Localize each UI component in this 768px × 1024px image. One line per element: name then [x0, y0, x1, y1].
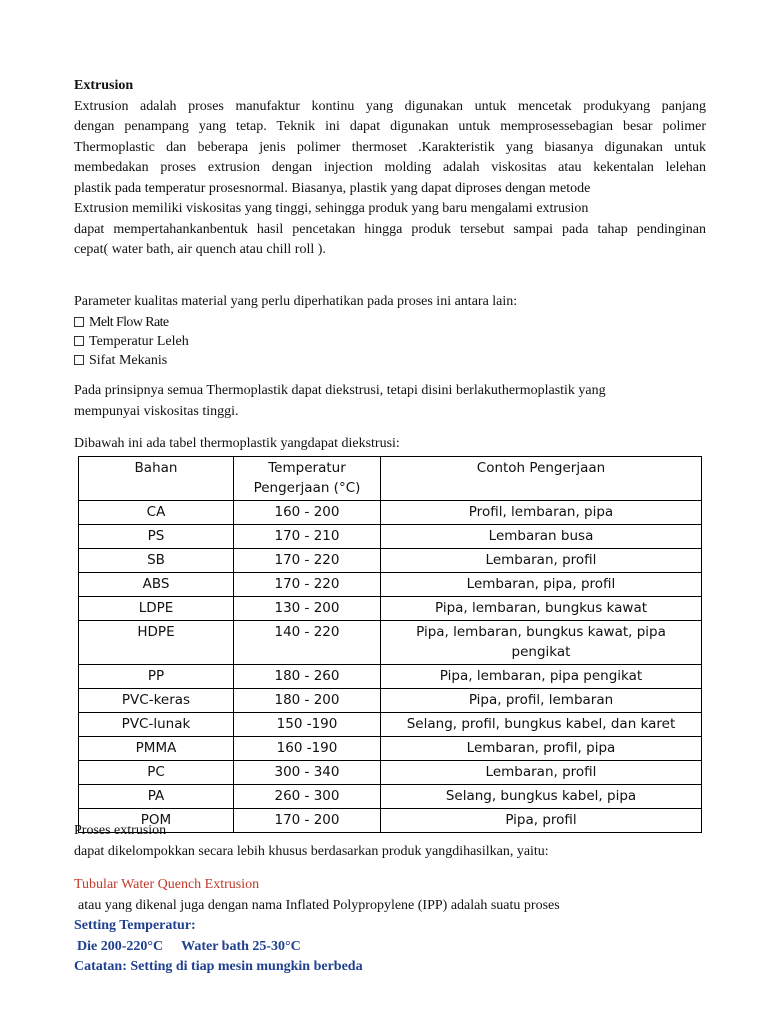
- table-intro: Dibawah ini ada tabel thermoplastik yangdapat diekstrusi:: [74, 436, 400, 451]
- cell-contoh: Selang, profil, bungkus kabel, dan karet: [381, 713, 702, 737]
- table-row: [79, 621, 702, 665]
- cell-temperatur: 260 - 300: [234, 785, 381, 809]
- process-section: [74, 821, 706, 862]
- setting-label: Setting Temperatur:: [74, 918, 196, 933]
- table-row: [79, 761, 702, 785]
- die-temperature: Die 200-220°C: [77, 938, 164, 954]
- cell-temperatur: 170 - 220: [234, 573, 381, 597]
- principle-section: [74, 381, 706, 422]
- intro-line: dapat mempertahankanbentuk hasil pencetakan hingga produk tersebut sampai pada tahap pendinginan: [74, 221, 706, 237]
- cell-contoh: Lembaran, profil, pipa: [381, 737, 702, 761]
- cell-temperatur: 140 - 220: [234, 621, 381, 665]
- cell-bahan: CA: [79, 501, 234, 525]
- cell-bahan: SB: [79, 549, 234, 573]
- header-temperatur: Temperatur Pengerjaan (°C): [234, 457, 381, 501]
- tubular-desc: atau yang dikenal juga dengan nama Inflated Polypropylene (IPP) adalah suatu proses: [78, 897, 560, 913]
- cell-contoh: Pipa, lembaran, pipa pengikat: [381, 665, 702, 689]
- checkbox-glyph-icon: [74, 355, 84, 365]
- cell-bahan: PS: [79, 525, 234, 549]
- cell-bahan: ABS: [79, 573, 234, 597]
- intro-line: Extrusion memiliki viskositas yang tinggi, sehingga produk yang baru mengalami extrusion: [74, 201, 589, 216]
- cell-contoh: Pipa, profil, lembaran: [381, 689, 702, 713]
- table-row: [79, 665, 702, 689]
- intro-section: [74, 76, 706, 261]
- parameter-label: Melt Flow Rate: [89, 314, 169, 330]
- cell-temperatur: 170 - 220: [234, 549, 381, 573]
- cell-temperatur: 160 -190: [234, 737, 381, 761]
- table-row: [79, 689, 702, 713]
- setting-note: Catatan: Setting di tiap mesin mungkin berbeda: [74, 959, 363, 974]
- checkbox-glyph-icon: [74, 317, 84, 327]
- cell-temperatur: 170 - 200: [234, 809, 381, 833]
- cell-contoh: Lembaran, profil: [381, 761, 702, 785]
- cell-contoh: Pipa, profil: [381, 809, 702, 833]
- cell-bahan: PA: [79, 785, 234, 809]
- parameter-item: [74, 351, 706, 370]
- tubular-section: [74, 875, 706, 978]
- cell-temperatur: 180 - 200: [234, 689, 381, 713]
- table-header-row: [79, 457, 702, 501]
- cell-contoh: Pipa, lembaran, bungkus kawat: [381, 597, 702, 621]
- cell-contoh: Selang, bungkus kabel, pipa: [381, 785, 702, 809]
- cell-bahan: PMMA: [79, 737, 234, 761]
- checkbox-glyph-icon: [74, 336, 84, 346]
- table-row: [79, 597, 702, 621]
- cell-contoh: Pipa, lembaran, bungkus kawat, pipa pengikat: [381, 621, 702, 665]
- cell-bahan: LDPE: [79, 597, 234, 621]
- cell-contoh: Profil, lembaran, pipa: [381, 501, 702, 525]
- setting-values: [74, 937, 706, 958]
- intro-line: cepat( water bath, air quench atau chill roll ).: [74, 242, 326, 257]
- table-row: [79, 573, 702, 597]
- cell-bahan: PVC-keras: [79, 689, 234, 713]
- table-row: [79, 737, 702, 761]
- cell-bahan: POM: [79, 809, 234, 833]
- process-title: Proses extrusion: [74, 823, 167, 838]
- intro-line: plastik pada temperatur prosesnormal. Biasanya, plastik yang dapat diproses dengan metode: [74, 180, 591, 196]
- intro-line: dengan penampang yang tetap. Teknik ini dapat digunakan untuk memprosessebagian besar polimer: [74, 119, 706, 134]
- parameter-item: [74, 313, 706, 332]
- table-row: [79, 501, 702, 525]
- cell-temperatur: 130 - 200: [234, 597, 381, 621]
- cell-bahan: PC: [79, 761, 234, 785]
- cell-temperatur: 180 - 260: [234, 665, 381, 689]
- parameters-section: [74, 292, 706, 370]
- cell-contoh: Lembaran, pipa, profil: [381, 573, 702, 597]
- cell-temperatur: 300 - 340: [234, 761, 381, 785]
- principle-line: mempunyai viskositas tinggi.: [74, 403, 239, 419]
- cell-temperatur: 160 - 200: [234, 501, 381, 525]
- cell-contoh: Lembaran, profil: [381, 549, 702, 573]
- table-row: [79, 549, 702, 573]
- intro-line: Extrusion adalah proses manufaktur kontinu yang digunakan untuk mencetak produkyang panjang: [74, 98, 706, 114]
- header-contoh: Contoh Pengerjaan: [381, 457, 702, 501]
- parameter-label: Temperatur Leleh: [89, 333, 189, 349]
- table-row: [79, 525, 702, 549]
- parameters-heading: Parameter kualitas material yang perlu diperhatikan pada proses ini antara lain:: [74, 294, 518, 309]
- principle-line: Pada prinsipnya semua Thermoplastik dapat diekstrusi, tetapi disini berlakuthermoplastik yang: [74, 383, 606, 398]
- header-bahan: Bahan: [79, 457, 234, 501]
- cell-temperatur: 170 - 210: [234, 525, 381, 549]
- cell-bahan: PP: [79, 665, 234, 689]
- intro-line: Thermoplastic dan beberapa jenis polimer thermoset .Karakteristik yang biasanya digunakan untuk: [74, 139, 706, 155]
- cell-contoh: Lembaran busa: [381, 525, 702, 549]
- water-bath-temperature: Water bath 25-30°C: [181, 938, 301, 954]
- table-body: [79, 501, 702, 833]
- parameter-label: Sifat Mekanis: [89, 352, 168, 368]
- cell-temperatur: 150 -190: [234, 713, 381, 737]
- process-desc: dapat dikelompokkan secara lebih khusus berdasarkan produk yangdihasilkan, yaitu:: [74, 843, 549, 859]
- thermoplastic-table: [78, 456, 702, 833]
- section-title: Extrusion: [74, 78, 134, 93]
- table-row: [79, 785, 702, 809]
- parameter-item: [74, 332, 706, 351]
- table-row: [79, 713, 702, 737]
- cell-bahan: PVC-lunak: [79, 713, 234, 737]
- tubular-title: Tubular Water Quench Extrusion: [74, 877, 260, 892]
- intro-line: membedakan proses extrusion dengan injection molding adalah viskositas atau kekentalan lelehan: [74, 160, 706, 175]
- cell-bahan: HDPE: [79, 621, 234, 665]
